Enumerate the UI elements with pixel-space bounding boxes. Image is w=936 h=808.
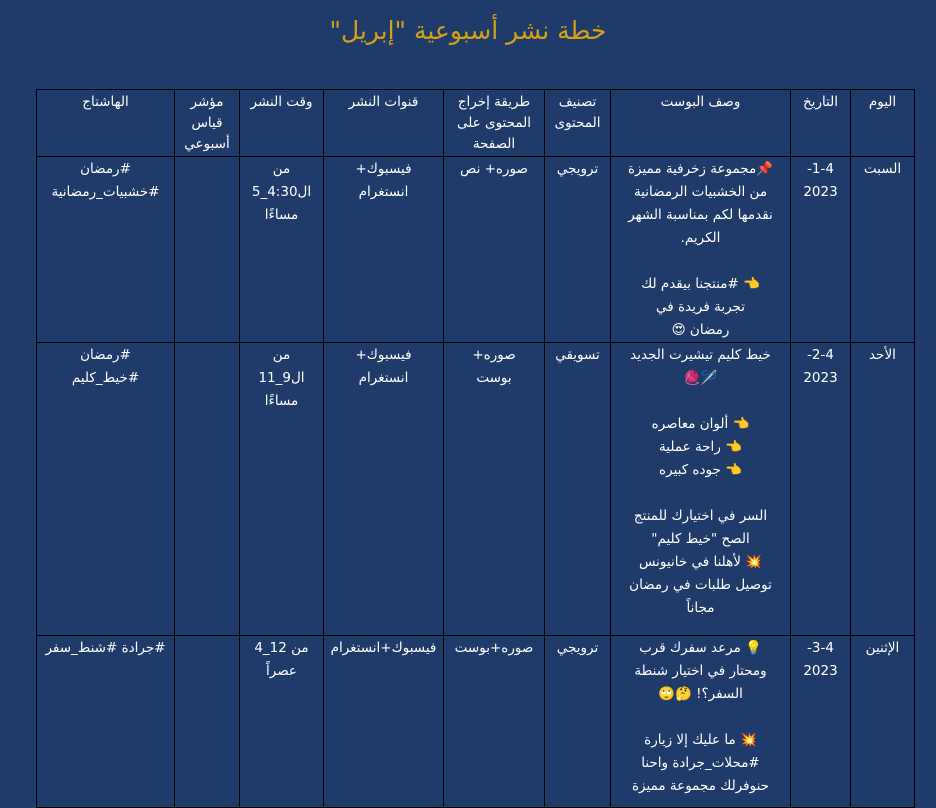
cell-day: الإثنين (851, 636, 915, 808)
header-row (37, 90, 915, 157)
cell-category: ترويجي (545, 636, 611, 808)
cell-time: من ال4:30_5 مساءًا (240, 157, 324, 343)
weekly-plan-table (36, 89, 915, 808)
header-day: اليوم (851, 90, 915, 157)
cell-category: تسويقي (545, 343, 611, 636)
cell-description: 💡 مرعد سفرك قرب ومحتار في اختيار شنطة السفر؟! 🤔🙄 💥 ما عليك إلا زيارة #محلات_جرادة واحنا حنوفرلك مجموعة مميزة (611, 636, 791, 808)
cell-day: السبت (851, 157, 915, 343)
header-time: وقت النشر (240, 90, 324, 157)
header-date: التاريخ (791, 90, 851, 157)
table-row (37, 343, 915, 636)
cell-category: ترويجي (545, 157, 611, 343)
table-row (37, 157, 915, 343)
cell-date: 2-4- 2023 (791, 343, 851, 636)
cell-channels: فيسبوك+ انستغرام (324, 343, 444, 636)
cell-hashtags: #جرادة #شنط_سفر (37, 636, 175, 808)
cell-description: 📌مجموعة زخرفية مميزة من الخشبيات الرمضانية نقدمها لكم بمناسبة الشهر الكريم. 👈 #منتجنا بيقدم لك تجربة فريدة في رمضان 😍 (611, 157, 791, 343)
header-category: تصنيف المحتوى (545, 90, 611, 157)
cell-description: خيط كليم تيشيرت الجديد 🪡🧶 👈 ألوان معاصره 👈 راحة عملية 👈 جوده كبيره السر في اختيارك للمنتج الصح "خيط كليم" 💥 لأهلنا في خانيونس توصيل طلبات في رمضان مجاناً (611, 343, 791, 636)
cell-format: صوره+ نص (444, 157, 545, 343)
header-hashtags: الهاشتاج (37, 90, 175, 157)
cell-time: من 12_4 عصراً (240, 636, 324, 808)
cell-hashtags: #رمضان #خشبيات_رمضانية (37, 157, 175, 343)
cell-hashtags: #رمضان #خيط_كليم (37, 343, 175, 636)
cell-date: 3-4- 2023 (791, 636, 851, 808)
header-channels: قنوات النشر (324, 90, 444, 157)
cell-format: صوره+ بوست (444, 343, 545, 636)
cell-channels: فيسبوك+ انستغرام (324, 157, 444, 343)
cell-channels: فيسبوك+انستغرام (324, 636, 444, 808)
header-description: وصف البوست (611, 90, 791, 157)
header-kpi: مؤشر قياس أسبوعي (175, 90, 240, 157)
cell-kpi (175, 157, 240, 343)
cell-day: الأحد (851, 343, 915, 636)
page-title: خطة نشر أسبوعية "إبريل" (329, 16, 607, 45)
cell-time: من ال9_11 مساءًا (240, 343, 324, 636)
cell-date: 1-4- 2023 (791, 157, 851, 343)
cell-format: صوره+بوست (444, 636, 545, 808)
header-format: طريقة إخراج المحتوى على الصفحة (444, 90, 545, 157)
cell-kpi (175, 343, 240, 636)
cell-kpi (175, 636, 240, 808)
table-row (37, 636, 915, 808)
